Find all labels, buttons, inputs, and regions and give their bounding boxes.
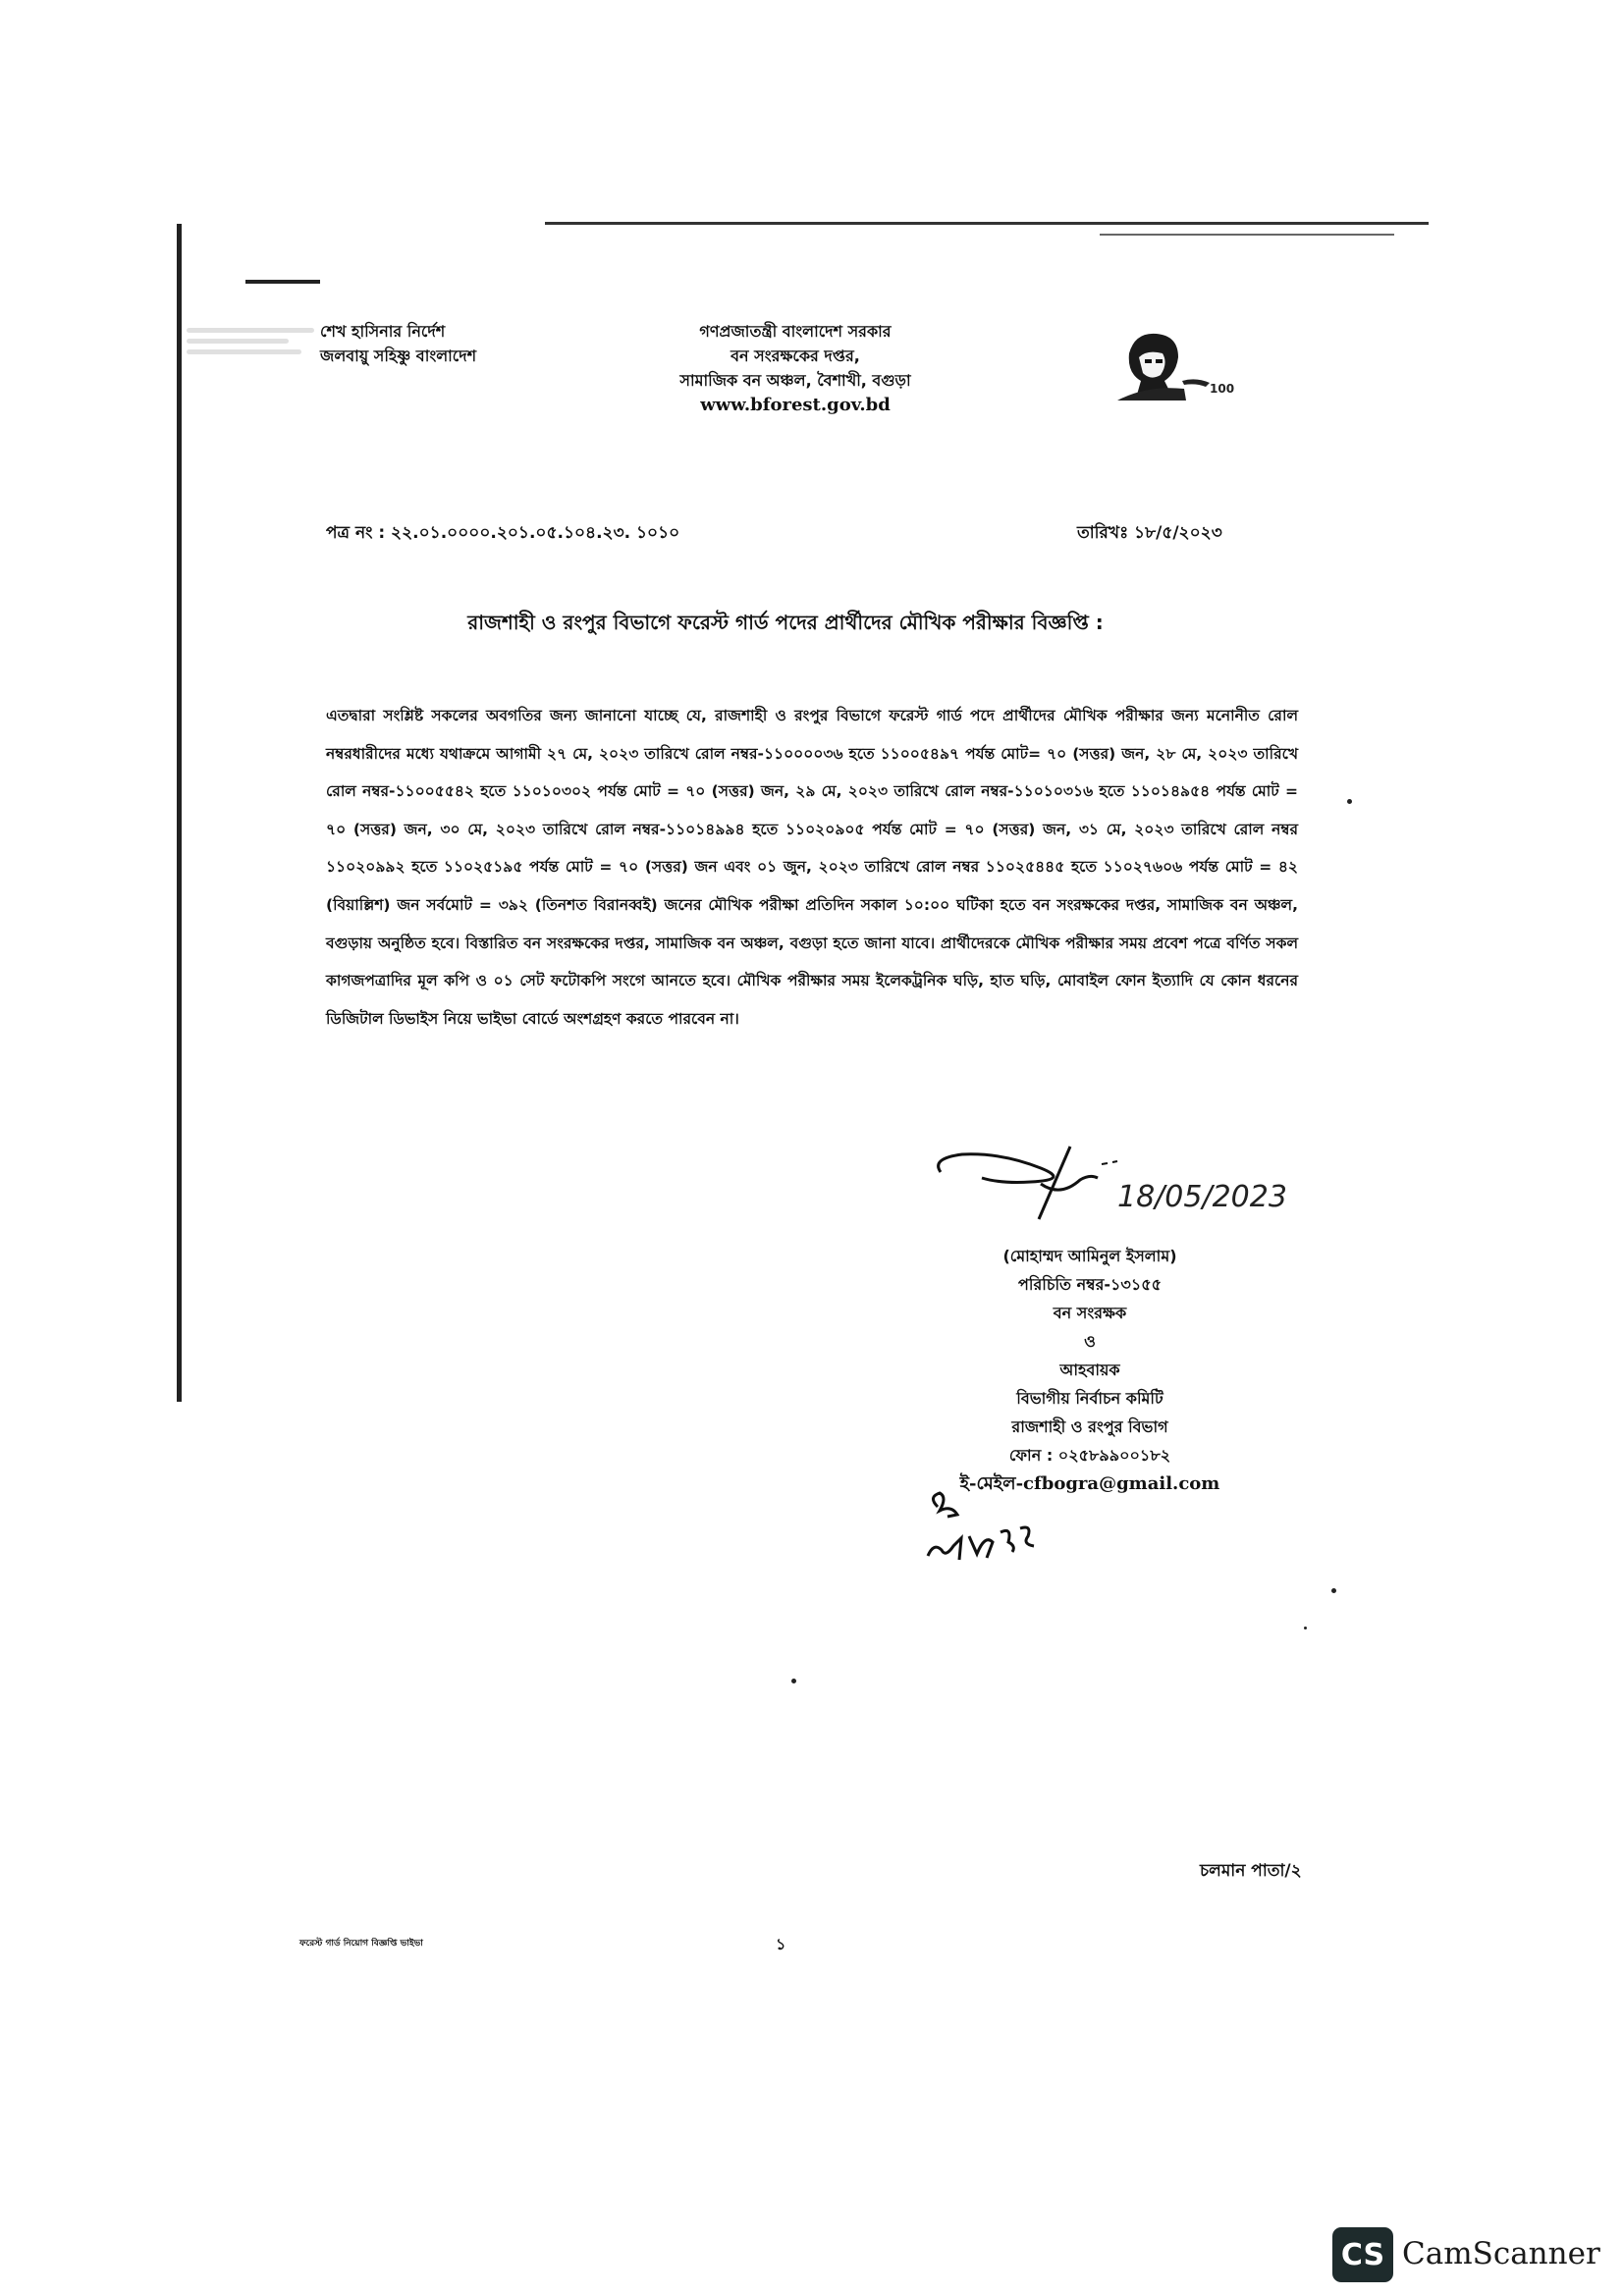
slogan-line-1: শেখ হাসিনার নির্দেশ bbox=[320, 322, 446, 341]
page-number: ১ bbox=[776, 1935, 786, 1953]
website-link[interactable]: www.bforest.gov.bd bbox=[700, 395, 891, 415]
signatory-designation: বন সংরক্ষক bbox=[1053, 1304, 1127, 1322]
organization-header bbox=[638, 319, 952, 417]
notice-subject: রাজশাহী ও রংপুর বিভাগে ফরেস্ট গার্ড পদের প্রার্থীদের মৌখিক পরীক্ষার বিজ্ঞপ্তি : bbox=[467, 611, 1104, 634]
mujib-100-portrait-icon bbox=[1108, 324, 1235, 402]
signature-scribble bbox=[923, 1139, 1119, 1227]
svg-text:100: 100 bbox=[1210, 382, 1235, 396]
signature-date: 18/05/2023 bbox=[1117, 1180, 1287, 1214]
scan-dot bbox=[1304, 1627, 1307, 1629]
header-dash bbox=[245, 280, 320, 284]
signatory-name: (মোহাম্মদ আমিনুল ইসলাম) bbox=[1002, 1247, 1177, 1265]
signatory-id: পরিচিতি নম্বর-১৩১৫৫ bbox=[1018, 1275, 1162, 1294]
government-name: গণপ্রজাতন্ত্রী বাংলাদেশ সরকার bbox=[699, 322, 892, 341]
scan-dot bbox=[1347, 799, 1352, 804]
camscanner-wordmark: CamScanner bbox=[1402, 2236, 1600, 2271]
scan-dot bbox=[791, 1679, 796, 1683]
handwritten-initials bbox=[918, 1487, 1055, 1575]
office-name: বন সংরক্ষকের দপ্তর, bbox=[730, 347, 860, 365]
memo-number: পত্র নং : ২২.০১.০০০০.২০১.০৫.১০৪.২৩. ১০১০ bbox=[326, 523, 680, 543]
faded-header-text bbox=[187, 322, 314, 375]
continued-page-note: চলমান পাতা/২ bbox=[1200, 1861, 1302, 1881]
camscanner-logo-icon: CS bbox=[1332, 2227, 1393, 2282]
notice-body: এতদ্বারা সংশ্লিষ্ট সকলের অবগতির জন্য জানানো যাচ্ছে যে, রাজশাহী ও রংপুর বিভাগে ফরেস্ট গার্ড পদে প্রার্থীদের মৌখিক পরীক্ষার জন্য মনোনীত রোল নম্বরধারীদের মধ্যে যথাক্রমে আগামী ২৭ মে, ২০২৩ তারিখে রোল নম্বর-১১০০০০৩৬ হতে ১১০০৫৪৯৭ পর্যন্ত মোট= ৭০ (সত্তর) জন, ২৮ মে, ২০২৩ তারিখে রোল নম্বর-১১০০৫৫৪২ হতে ১১০১০৩০২ পর্যন্ত মোট = ৭০ (সত্তর) জন, ২৯ মে, ২০২৩ তারিখে রোল নম্বর-১১০১০৩১৬ হতে ১১০১৪৯৫৪ পর্যন্ত মোট = ৭০ (সত্তর) জন, ৩০ মে, ২০২৩ তারিখে রোল নম্বর-১১০১৪৯৯৪ হতে ১১০২০৯০৫ পর্যন্ত মোট = ৭০ (সত্তর) জন, ৩১ মে, ২০২৩ তারিখে রোল নম্বর ১১০২০৯৯২ হতে ১১০২৫১৯৫ পর্যন্ত মোট = ৭০ (সত্তর) জন এবং ০১ জুন, ২০২৩ তারিখে রোল নম্বর ১১০২৫৪৪৫ হতে ১১০২৭৬০৬ পর্যন্ত মোট = ৪২ (বিয়াল্লিশ) জন সর্বমোট = ৩৯২ (তিনশত বিরানব্বই) জনের মৌখিক পরীক্ষা প্রতিদিন সকাল ১০:০০ ঘটিকা হতে বন সংরক্ষকের দপ্তর, সামাজিক বন অঞ্চল, বগুড়ায় অনুষ্ঠিত হবে। বিস্তারিত বন সংরক্ষকের দপ্তর, সামাজিক বন অঞ্চল, বগুড়া হতে জানা যাবে। প্রার্থীদেরকে মৌখিক পরীক্ষার সময় প্রবেশ পত্রে বর্ণিত সকল কাগজপত্রাদির মূল কপি ও ০১ সেট ফটোকপি সংগে আনতে হবে। মৌখিক পরীক্ষার সময় ইলেকট্রনিক ঘড়ি, হাত ঘড়ি, মোবাইল ফোন ইত্যাদি যে কোন ধরনের ডিজিটাল ডিভাইস নিয়ে ভাইভা বোর্ডে অংশগ্রহণ করতে পারবেন না। bbox=[326, 707, 1298, 1028]
top-rule-secondary bbox=[1100, 234, 1394, 236]
slogan-line-2: জলবায়ু সহিষ্ণু বাংলাদেশ bbox=[320, 347, 477, 365]
office-address: সামাজিক বন অঞ্চল, বৈশাখী, বগুড়া bbox=[679, 371, 911, 390]
signatory-email[interactable]: ই-মেইল-cfbogra@gmail.com bbox=[959, 1473, 1220, 1494]
signatory-role: আহবায়ক bbox=[1059, 1361, 1120, 1379]
signatory-division: রাজশাহী ও রংপুর বিভাগ bbox=[1011, 1417, 1168, 1436]
memo-date: তারিখঃ ১৮/৫/২০২৩ bbox=[1077, 523, 1222, 543]
signatory-committee: বিভাগীয় নির্বাচন কমিটি bbox=[1016, 1389, 1163, 1408]
signatory-and: ও bbox=[1084, 1332, 1096, 1351]
scan-dot bbox=[1331, 1588, 1336, 1593]
slogan bbox=[320, 319, 476, 368]
left-margin-line bbox=[177, 224, 182, 1402]
top-rule bbox=[545, 222, 1429, 225]
signatory-block bbox=[884, 1242, 1296, 1498]
footer-file-note: ফরেস্ট গার্ড নিয়োগ বিজ্ঞপ্তি ভাইভা bbox=[299, 1939, 423, 1949]
signatory-phone: ফোন : ০২৫৮৯৯০০১৮২ bbox=[1008, 1446, 1171, 1465]
